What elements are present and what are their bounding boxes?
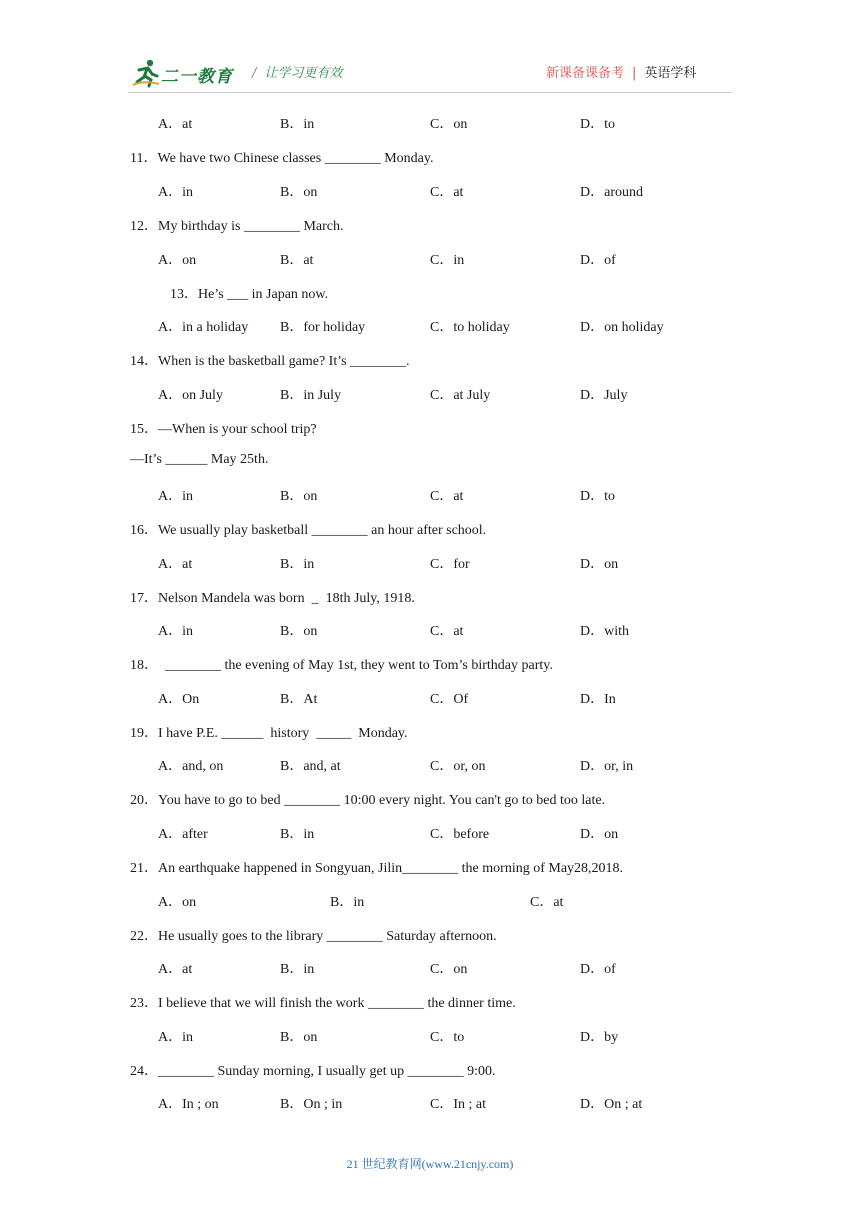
option-d[interactable]: D．on xyxy=(580,557,619,572)
option-b[interactable]: B．for holiday xyxy=(280,320,366,335)
course-title: 新课备课备考 xyxy=(546,66,625,81)
option-a[interactable]: A．at xyxy=(158,557,193,572)
option-b[interactable]: B．in xyxy=(330,895,365,910)
question-14: 14．When is the basketball game? It’s ________. xyxy=(130,354,410,369)
option-b[interactable]: B．at xyxy=(280,253,314,268)
option-a[interactable]: A．in xyxy=(158,489,193,504)
logo-text: 二一教育 xyxy=(161,67,233,87)
option-c[interactable]: C．on xyxy=(430,962,468,977)
option-c[interactable]: C．at xyxy=(430,489,464,504)
option-c[interactable]: C．for xyxy=(430,557,470,572)
option-a[interactable]: A．at xyxy=(158,962,193,977)
page-header xyxy=(0,0,860,100)
option-d[interactable]: D．of xyxy=(580,962,616,977)
option-d[interactable]: D．on holiday xyxy=(580,320,664,335)
option-d[interactable]: D．In xyxy=(580,692,616,707)
option-b[interactable]: B．and, at xyxy=(280,759,341,774)
option-c[interactable]: C．on xyxy=(430,117,468,132)
option-a[interactable]: A．in xyxy=(158,624,193,639)
header-right xyxy=(546,62,696,81)
option-c[interactable]: C．at xyxy=(530,895,564,910)
option-c[interactable]: C．or, on xyxy=(430,759,486,774)
option-c[interactable]: C．in xyxy=(430,253,465,268)
option-c[interactable]: C．at xyxy=(430,185,464,200)
question-16: 16．We usually play basketball ________ an hour after school. xyxy=(130,523,487,538)
question-12: 12．My birthday is ________ March. xyxy=(130,219,344,234)
option-d[interactable]: D．On ; at xyxy=(580,1097,643,1112)
question-17: 17．Nelson Mandela was born _ 18th July, 1918. xyxy=(130,591,415,606)
option-a[interactable]: A．at xyxy=(158,117,193,132)
option-b[interactable]: B．in xyxy=(280,117,315,132)
option-c[interactable]: C．to xyxy=(430,1030,465,1045)
option-c[interactable]: C．at July xyxy=(430,388,491,403)
option-c[interactable]: C．In ; at xyxy=(430,1097,486,1112)
option-d[interactable]: D．or, in xyxy=(580,759,634,774)
question-23: 23．I believe that we will finish the work ________ the dinner time. xyxy=(130,996,516,1011)
option-b[interactable]: B．in xyxy=(280,962,315,977)
option-d[interactable]: D．around xyxy=(580,185,643,200)
option-d[interactable]: D．by xyxy=(580,1030,619,1045)
header-separator: | xyxy=(632,66,637,81)
option-d[interactable]: D．July xyxy=(580,388,628,403)
option-a[interactable]: A．in xyxy=(158,185,193,200)
option-a[interactable]: A．on xyxy=(158,895,197,910)
option-d[interactable]: D．to xyxy=(580,117,615,132)
question-24: 24．________ Sunday morning, I usually get up ________ 9:00. xyxy=(130,1064,496,1079)
option-a[interactable]: A．on xyxy=(158,253,197,268)
option-a[interactable]: A．In ; on xyxy=(158,1097,219,1112)
option-c[interactable]: C．to holiday xyxy=(430,320,510,335)
question-21: 21．An earthquake happened in Songyuan, Jilin________ the morning of May28,2018. xyxy=(130,861,624,876)
question-19: 19．I have P.E. ______ history _____ Monday. xyxy=(130,726,408,741)
page-footer: 21 世纪教育网(www.21cnjy.com) xyxy=(346,1157,514,1171)
option-b[interactable]: B．in xyxy=(280,557,315,572)
option-a[interactable]: A．and, on xyxy=(158,759,224,774)
option-c[interactable]: C．at xyxy=(430,624,464,639)
option-a[interactable]: A．On xyxy=(158,692,200,707)
question-18: 18． ________ the evening of May 1st, they went to Tom’s birthday party. xyxy=(130,658,553,673)
option-a[interactable]: A．in a holiday xyxy=(158,320,249,335)
option-b[interactable]: B．on xyxy=(280,1030,318,1045)
slogan-text: 让学习更有效 xyxy=(264,66,343,81)
option-b[interactable]: B．At xyxy=(280,692,318,707)
question-15: 15．—When is your school trip? xyxy=(130,422,317,437)
question-11: 11．We have two Chinese classes ________ Monday. xyxy=(130,151,434,166)
question-22: 22．He usually goes to the library ________ Saturday afternoon. xyxy=(130,929,497,944)
option-b[interactable]: B．in xyxy=(280,827,315,842)
runner-logo-icon xyxy=(131,58,161,88)
question-15-line-2: —It’s ______ May 25th. xyxy=(130,452,269,467)
subject-title: 英语学科 xyxy=(644,66,697,81)
option-b[interactable]: B．On ; in xyxy=(280,1097,343,1112)
option-c[interactable]: C．before xyxy=(430,827,490,842)
option-b[interactable]: B．on xyxy=(280,624,318,639)
option-d[interactable]: D．on xyxy=(580,827,619,842)
option-d[interactable]: D．with xyxy=(580,624,629,639)
header-divider xyxy=(128,92,732,93)
option-a[interactable]: A．in xyxy=(158,1030,193,1045)
question-13: 13．He’s ___ in Japan now. xyxy=(170,287,329,302)
logo xyxy=(131,58,241,88)
option-a[interactable]: A．after xyxy=(158,827,208,842)
option-b[interactable]: B．in July xyxy=(280,388,342,403)
option-d[interactable]: D．to xyxy=(580,489,615,504)
option-c[interactable]: C．Of xyxy=(430,692,469,707)
option-a[interactable]: A．on July xyxy=(158,388,223,403)
slogan: / 让学习更有效 xyxy=(252,66,343,81)
option-b[interactable]: B．on xyxy=(280,185,318,200)
option-b[interactable]: B．on xyxy=(280,489,318,504)
option-d[interactable]: D．of xyxy=(580,253,616,268)
question-20: 20．You have to go to bed ________ 10:00 every night. You can't go to bed too late. xyxy=(130,793,606,808)
